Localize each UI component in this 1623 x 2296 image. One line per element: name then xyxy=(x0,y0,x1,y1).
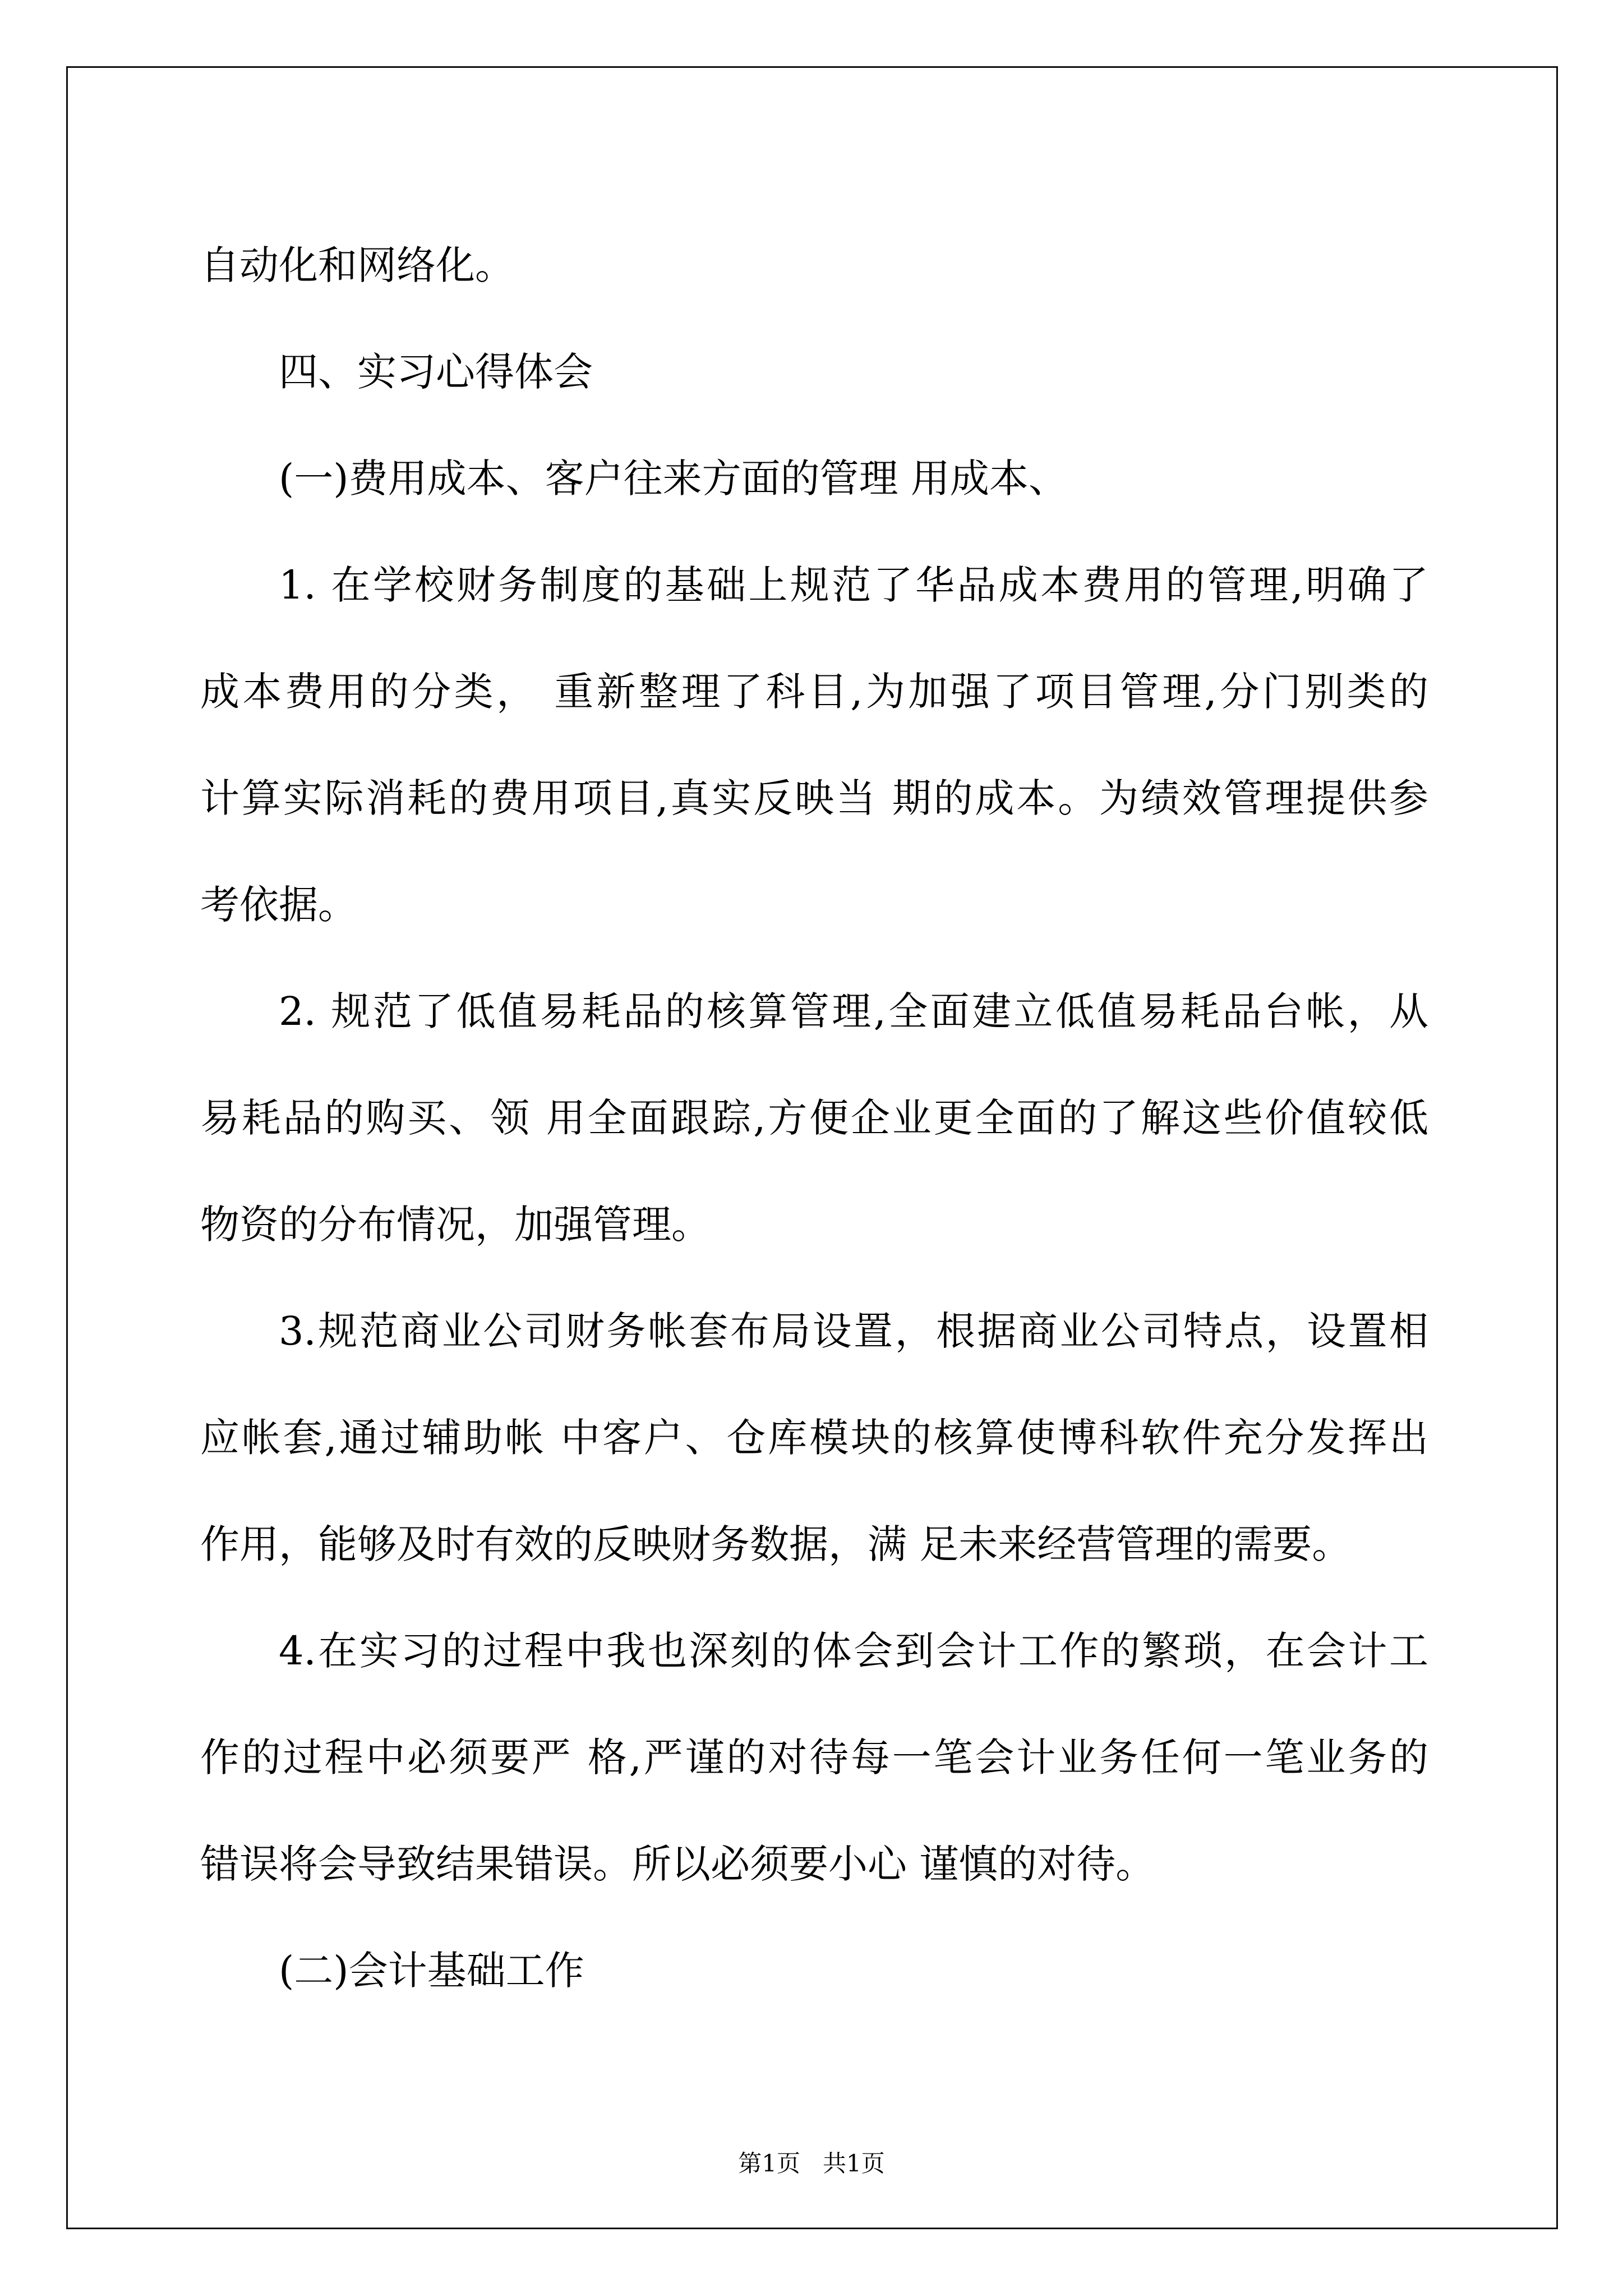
paragraph-line: 成本费用的分类， 重新整理了科目,为加强了项目管理,分门别类的 xyxy=(200,669,1428,715)
paragraph-line: 4.在实习的过程中我也深刻的体会到会计工作的繁琐，在会计工 xyxy=(279,1628,1428,1674)
paragraph-line: 计算实际消耗的费用项目,真实反映当 期的成本。为绩效管理提供参 xyxy=(200,775,1428,821)
paragraph-line: 作的过程中必须要严 格,严谨的对待每一笔会计业务任何一笔业务的 xyxy=(200,1734,1428,1780)
paragraph-line: 1. 在学校财务制度的基础上规范了华品成本费用的管理,明确了 xyxy=(279,562,1428,608)
paragraph-line: 2. 规范了低值易耗品的核算管理,全面建立低值易耗品台帐，从 xyxy=(279,988,1428,1034)
paragraph-line: 应帐套,通过辅助帐 中客户、仓库模块的核算使博科软件充分发挥出 xyxy=(200,1415,1428,1461)
paragraph-line: 自动化和网络化。 xyxy=(200,242,514,288)
subsection-heading: (一)费用成本、客户往来方面的管理 用成本、 xyxy=(279,455,1068,501)
paragraph-line: 物资的分布情况，加强管理。 xyxy=(200,1202,711,1248)
paragraph-line: 3.规范商业公司财务帐套布局设置，根据商业公司特点，设置相 xyxy=(279,1308,1428,1354)
paragraph-line: 考依据。 xyxy=(200,882,357,928)
document-body xyxy=(200,212,1428,2024)
section-heading: 四、实习心得体会 xyxy=(279,349,593,395)
paragraph-line: 作用，能够及时有效的反映财务数据，满 足未来经营管理的需要。 xyxy=(200,1521,1352,1567)
page-footer: 第1页 共1页 xyxy=(738,2150,885,2177)
paragraph-line: 错误将会导致结果错误。所以必须要小心 谨慎的对待。 xyxy=(200,1841,1155,1887)
paragraph-line: 易耗品的购买、领 用全面跟踪,方便企业更全面的了解这些价值较低 xyxy=(200,1095,1428,1141)
subsection-heading: (二)会计基础工作 xyxy=(279,1948,584,1994)
